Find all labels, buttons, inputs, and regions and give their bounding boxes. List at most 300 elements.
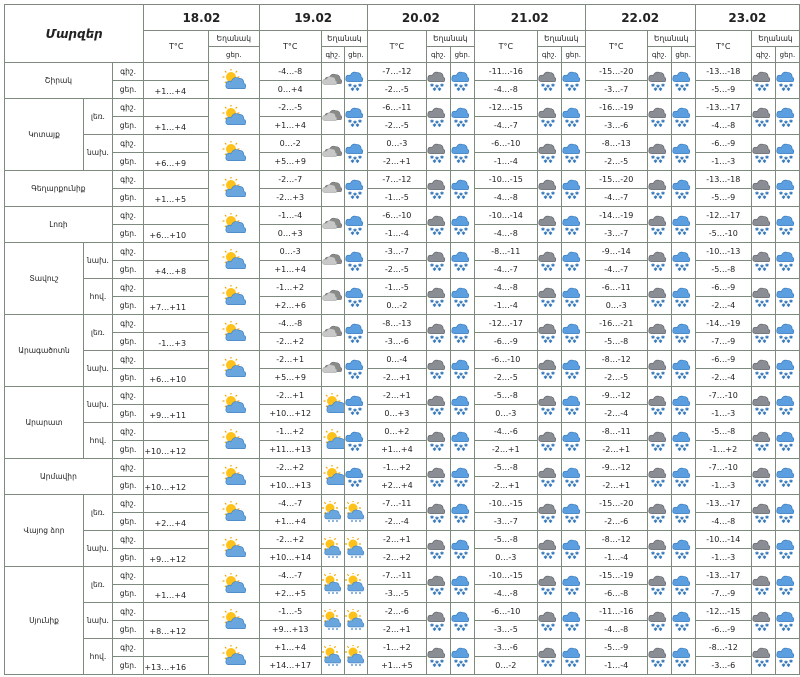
svg-text:✱: ✱ <box>784 623 789 630</box>
dark-snow-cloud-icon <box>751 423 775 459</box>
svg-text:✱: ✱ <box>570 83 575 90</box>
sun-cloud-icon <box>344 495 367 531</box>
svg-text:✱: ✱ <box>355 446 360 453</box>
svg-text:✱: ✱ <box>456 554 461 561</box>
svg-text:✱: ✱ <box>575 442 580 449</box>
date-header: 22.02 <box>585 5 695 31</box>
temperature-cell: +1…+4 <box>259 117 321 135</box>
svg-text:✱: ✱ <box>432 158 437 165</box>
temperature-cell <box>144 135 209 153</box>
svg-text:✱: ✱ <box>784 551 789 558</box>
snow-cloud-icon <box>561 459 585 495</box>
time-of-day: ցեր. <box>112 81 144 99</box>
temperature-cell: -4…-7 <box>474 117 537 135</box>
svg-text:✱: ✱ <box>786 374 792 381</box>
svg-text:✱: ✱ <box>456 590 461 597</box>
svg-text:✱: ✱ <box>760 551 765 558</box>
snow-cloud-icon <box>671 171 695 207</box>
svg-text:✱: ✱ <box>350 374 355 381</box>
svg-text:✱: ✱ <box>541 118 546 125</box>
temperature-cell: -2…+2 <box>259 459 321 477</box>
table-row <box>5 387 800 405</box>
svg-text:✱: ✱ <box>658 266 663 273</box>
temperature-cell: -7…-9 <box>695 333 751 351</box>
svg-text:✱: ✱ <box>765 442 770 449</box>
svg-text:✱: ✱ <box>546 119 551 126</box>
svg-text:✱: ✱ <box>760 119 765 126</box>
temperature-cell: -14…-19 <box>585 207 647 225</box>
svg-text:✱: ✱ <box>454 658 459 665</box>
svg-text:✱: ✱ <box>435 443 440 450</box>
svg-text:✱: ✱ <box>430 334 435 341</box>
cloud-icon <box>321 99 344 135</box>
svg-text:✱: ✱ <box>459 299 464 306</box>
svg-text:✱: ✱ <box>565 190 570 197</box>
temperature-cell: -14…-19 <box>695 315 751 333</box>
svg-text:✱: ✱ <box>456 518 461 525</box>
svg-text:✱: ✱ <box>762 590 767 597</box>
svg-text:✱: ✱ <box>789 118 794 125</box>
svg-text:✱: ✱ <box>461 446 466 453</box>
svg-text:✱: ✱ <box>765 154 770 161</box>
svg-text:✱: ✱ <box>661 334 666 341</box>
svg-text:✱: ✱ <box>760 227 765 234</box>
sun-behind-cloud-icon <box>209 135 259 171</box>
svg-text:✱: ✱ <box>789 82 794 89</box>
svg-text:✱: ✱ <box>565 586 570 593</box>
svg-text:✱: ✱ <box>675 298 680 305</box>
svg-text:✱: ✱ <box>685 82 690 89</box>
time-of-day: ցեր. <box>112 441 144 459</box>
svg-text:✱: ✱ <box>682 266 687 273</box>
snow-cloud-icon <box>671 315 695 351</box>
svg-text:✱: ✱ <box>437 266 442 273</box>
temperature-cell: -6…-8 <box>585 585 647 603</box>
svg-text:✱: ✱ <box>357 118 362 125</box>
svg-text:✱: ✱ <box>677 230 682 237</box>
temperature-cell: -6…-9 <box>695 135 751 153</box>
cloud-icon <box>321 351 344 387</box>
temperature-cell: -2…+1 <box>259 387 321 405</box>
svg-text:✱: ✱ <box>760 407 765 414</box>
region-name: Վայոց ձոր <box>5 495 84 567</box>
svg-text:✱: ✱ <box>461 302 466 309</box>
svg-text:✱: ✱ <box>685 370 690 377</box>
svg-text:✱: ✱ <box>454 334 459 341</box>
svg-text:✱: ✱ <box>781 230 787 237</box>
dark-snow-cloud-icon <box>647 207 671 243</box>
sun-behind-cloud-icon <box>321 459 344 495</box>
temperature-cell: -1…-4 <box>585 549 647 567</box>
svg-text:✱: ✱ <box>355 374 360 381</box>
temperature-cell: -4…-8 <box>585 621 647 639</box>
snow-cloud-icon <box>344 351 367 387</box>
svg-text:✱: ✱ <box>651 262 656 269</box>
svg-text:✱: ✱ <box>651 298 656 305</box>
svg-text:✱: ✱ <box>347 262 352 269</box>
time-of-day: գիշ. <box>112 531 144 549</box>
temperature-cell: -4…-7 <box>259 567 321 585</box>
temperature-cell <box>144 639 209 657</box>
dark-snow-cloud-icon <box>537 351 561 387</box>
svg-text:✱: ✱ <box>435 299 440 306</box>
svg-text:✱: ✱ <box>658 590 663 597</box>
svg-text:✱: ✱ <box>661 190 666 197</box>
svg-text:✱: ✱ <box>575 658 580 665</box>
svg-text:✱: ✱ <box>781 338 787 345</box>
svg-text:✱: ✱ <box>675 154 680 161</box>
dark-snow-cloud-icon <box>537 135 561 171</box>
svg-text:✱: ✱ <box>760 479 765 486</box>
dark-snow-cloud-icon <box>537 603 561 639</box>
time-of-day: գիշ. <box>112 99 144 117</box>
svg-text:✱: ✱ <box>546 515 551 522</box>
svg-text:✱: ✱ <box>543 338 548 345</box>
time-of-day: գիշ. <box>112 171 144 189</box>
subregion-label: նախ. <box>84 387 113 423</box>
dark-snow-cloud-icon <box>751 495 775 531</box>
dark-snow-cloud-icon <box>647 567 671 603</box>
svg-text:✱: ✱ <box>789 442 794 449</box>
weather-header: Եղանակ <box>751 31 799 47</box>
dark-snow-cloud-icon <box>426 171 450 207</box>
snow-cloud-icon <box>775 63 799 99</box>
sun-behind-cloud-icon <box>209 603 259 639</box>
temperature-cell: -5…-9 <box>695 81 751 99</box>
svg-text:✱: ✱ <box>680 587 685 594</box>
svg-text:✱: ✱ <box>546 227 551 234</box>
temperature-cell: -5…-10 <box>695 225 751 243</box>
svg-text:✱: ✱ <box>765 586 770 593</box>
svg-text:✱: ✱ <box>454 226 459 233</box>
subregion-label: նախ. <box>84 531 113 567</box>
svg-text:✱: ✱ <box>685 262 690 269</box>
time-of-day: ցեր. <box>112 333 144 351</box>
temperature-cell: +6…+10 <box>144 369 209 387</box>
svg-text:✱: ✱ <box>548 374 553 381</box>
temperature-cell: -1…-3 <box>695 405 751 423</box>
svg-text:✱: ✱ <box>541 514 546 521</box>
svg-text:✱: ✱ <box>786 590 792 597</box>
svg-text:✱: ✱ <box>352 119 357 126</box>
svg-text:✱: ✱ <box>357 478 362 485</box>
svg-text:✱: ✱ <box>357 262 362 269</box>
subregion-label: նախ. <box>84 603 113 639</box>
temperature-cell <box>144 531 209 549</box>
snow-cloud-icon <box>775 207 799 243</box>
svg-text:✱: ✱ <box>430 622 435 629</box>
svg-text:✱: ✱ <box>784 515 789 522</box>
svg-text:✱: ✱ <box>757 626 762 633</box>
table-row <box>5 63 800 81</box>
dark-snow-cloud-icon <box>647 99 671 135</box>
night-subheader: գիշ. <box>537 47 561 63</box>
svg-text:✱: ✱ <box>651 622 656 629</box>
svg-text:✱: ✱ <box>551 190 556 197</box>
svg-text:✱: ✱ <box>548 302 553 309</box>
svg-text:✱: ✱ <box>435 191 440 198</box>
svg-text:✱: ✱ <box>789 262 794 269</box>
svg-text:✱: ✱ <box>430 370 435 377</box>
svg-text:✱: ✱ <box>437 554 442 561</box>
svg-text:✱: ✱ <box>677 86 682 93</box>
cloud-icon <box>321 315 344 351</box>
svg-text:✱: ✱ <box>784 335 789 342</box>
svg-text:✱: ✱ <box>682 230 687 237</box>
svg-text:✱: ✱ <box>755 226 760 233</box>
sun-behind-cloud-icon <box>209 387 259 423</box>
svg-text:✱: ✱ <box>551 514 556 521</box>
svg-text:✱: ✱ <box>656 551 661 558</box>
snow-cloud-icon <box>561 639 585 675</box>
svg-text:✱: ✱ <box>570 119 575 126</box>
svg-text:✱: ✱ <box>651 226 656 233</box>
sun-behind-cloud-icon <box>209 315 259 351</box>
svg-text:✱: ✱ <box>546 83 551 90</box>
temperature-cell: -8…-11 <box>474 243 537 261</box>
svg-text:✱: ✱ <box>437 194 442 201</box>
svg-text:✱: ✱ <box>784 191 789 198</box>
svg-text:✱: ✱ <box>680 191 685 198</box>
svg-text:✱: ✱ <box>762 86 767 93</box>
svg-text:✱: ✱ <box>682 86 687 93</box>
temperature-cell: -6…-11 <box>585 279 647 297</box>
dark-snow-cloud-icon <box>426 603 450 639</box>
table-row <box>5 495 800 513</box>
svg-text:✱: ✱ <box>347 442 352 449</box>
svg-text:✱: ✱ <box>551 442 556 449</box>
svg-text:✱: ✱ <box>682 518 687 525</box>
svg-text:✱: ✱ <box>653 518 658 525</box>
svg-text:✱: ✱ <box>781 194 787 201</box>
time-of-day: ցեր. <box>112 657 144 675</box>
svg-text:✱: ✱ <box>760 587 765 594</box>
temperature-cell: -8…-12 <box>585 351 647 369</box>
svg-text:✱: ✱ <box>456 662 461 669</box>
svg-text:✱: ✱ <box>572 158 577 165</box>
temperature-cell: -1…-3 <box>695 477 751 495</box>
temperature-cell: -2…-5 <box>367 261 426 279</box>
svg-text:✱: ✱ <box>347 298 352 305</box>
dark-snow-cloud-icon <box>426 387 450 423</box>
svg-text:✱: ✱ <box>760 335 765 342</box>
dark-snow-cloud-icon <box>751 279 775 315</box>
temperature-cell: -2…+3 <box>259 189 321 207</box>
sun-behind-cloud-icon <box>209 639 259 675</box>
svg-text:✱: ✱ <box>546 371 551 378</box>
temperature-cell: -7…-12 <box>367 63 426 81</box>
svg-text:✱: ✱ <box>546 155 551 162</box>
svg-text:✱: ✱ <box>677 626 682 633</box>
svg-text:✱: ✱ <box>543 626 548 633</box>
svg-text:✱: ✱ <box>656 623 661 630</box>
svg-text:✱: ✱ <box>435 659 440 666</box>
svg-text:✱: ✱ <box>661 442 666 449</box>
svg-text:✱: ✱ <box>435 587 440 594</box>
svg-text:✱: ✱ <box>454 622 459 629</box>
table-row <box>5 567 800 585</box>
svg-text:✱: ✱ <box>355 302 360 309</box>
time-of-day: գիշ. <box>112 207 144 225</box>
temperature-cell: -4…-8 <box>474 81 537 99</box>
svg-text:✱: ✱ <box>656 371 661 378</box>
temperature-cell: -8…-13 <box>585 135 647 153</box>
snow-cloud-icon <box>450 603 474 639</box>
svg-text:✱: ✱ <box>675 406 680 413</box>
svg-text:✱: ✱ <box>459 551 464 558</box>
svg-text:✱: ✱ <box>432 446 437 453</box>
svg-text:✱: ✱ <box>440 118 445 125</box>
weather-header: Եղանակ <box>647 31 695 47</box>
temperature-cell: +2…+4 <box>144 513 209 531</box>
svg-text:✱: ✱ <box>435 83 440 90</box>
temperature-cell: -2…-5 <box>474 369 537 387</box>
snow-cloud-icon <box>561 279 585 315</box>
snow-cloud-icon <box>671 207 695 243</box>
sun-behind-cloud-icon <box>209 567 259 603</box>
temperature-cell: -16…-19 <box>585 99 647 117</box>
svg-text:✱: ✱ <box>675 334 680 341</box>
subregion-label: լեռ. <box>84 99 113 135</box>
dark-snow-cloud-icon <box>537 207 561 243</box>
temperature-cell: 0…-3 <box>585 297 647 315</box>
dark-snow-cloud-icon <box>751 603 775 639</box>
svg-text:✱: ✱ <box>757 122 762 129</box>
dark-snow-cloud-icon <box>751 315 775 351</box>
snow-cloud-icon <box>671 495 695 531</box>
snow-cloud-icon <box>561 243 585 279</box>
svg-text:✱: ✱ <box>459 515 464 522</box>
svg-text:✱: ✱ <box>567 266 572 273</box>
svg-text:✱: ✱ <box>680 83 685 90</box>
svg-text:✱: ✱ <box>658 482 663 489</box>
svg-text:✱: ✱ <box>541 190 546 197</box>
cloud-icon <box>321 279 344 315</box>
svg-text:✱: ✱ <box>658 338 663 345</box>
svg-text:✱: ✱ <box>680 227 685 234</box>
svg-text:✱: ✱ <box>459 83 464 90</box>
svg-text:✱: ✱ <box>675 226 680 233</box>
temperature-cell: -1…-4 <box>259 207 321 225</box>
sun-behind-cloud-icon <box>321 423 344 459</box>
dark-snow-cloud-icon <box>647 135 671 171</box>
svg-text:✱: ✱ <box>435 335 440 342</box>
svg-text:✱: ✱ <box>682 302 687 309</box>
svg-text:✱: ✱ <box>784 659 789 666</box>
svg-text:✱: ✱ <box>781 374 787 381</box>
temperature-cell: -4…-6 <box>474 423 537 441</box>
cloud-icon <box>321 207 344 243</box>
temperature-cell: -2…+1 <box>367 621 426 639</box>
temperature-cell: +9…+13 <box>259 621 321 639</box>
svg-text:✱: ✱ <box>656 335 661 342</box>
svg-text:✱: ✱ <box>357 190 362 197</box>
svg-text:✱: ✱ <box>546 263 551 270</box>
svg-text:✱: ✱ <box>651 118 656 125</box>
snow-cloud-icon <box>561 423 585 459</box>
svg-text:✱: ✱ <box>541 226 546 233</box>
time-of-day: գիշ. <box>112 495 144 513</box>
svg-text:✱: ✱ <box>682 554 687 561</box>
svg-text:✱: ✱ <box>570 551 575 558</box>
svg-text:✱: ✱ <box>755 658 760 665</box>
sun-behind-cloud-icon <box>321 387 344 423</box>
svg-text:✱: ✱ <box>786 446 792 453</box>
svg-text:✱: ✱ <box>658 86 663 93</box>
svg-text:✱: ✱ <box>459 371 464 378</box>
dark-snow-cloud-icon <box>647 315 671 351</box>
snow-cloud-icon <box>671 531 695 567</box>
svg-text:✱: ✱ <box>762 482 767 489</box>
svg-text:✱: ✱ <box>781 302 787 309</box>
svg-text:✱: ✱ <box>350 122 355 129</box>
svg-text:✱: ✱ <box>548 446 553 453</box>
svg-text:✱: ✱ <box>762 122 767 129</box>
temperature-cell: -2…-4 <box>367 513 426 531</box>
temperature-cell: -12…-15 <box>695 603 751 621</box>
table-row <box>5 639 800 657</box>
svg-text:✱: ✱ <box>565 370 570 377</box>
svg-text:✱: ✱ <box>675 118 680 125</box>
svg-text:✱: ✱ <box>352 263 357 270</box>
svg-text:✱: ✱ <box>760 515 765 522</box>
svg-text:✱: ✱ <box>789 514 794 521</box>
dark-snow-cloud-icon <box>751 531 775 567</box>
temperature-cell: 0…-3 <box>474 405 537 423</box>
svg-text:✱: ✱ <box>352 299 357 306</box>
svg-text:✱: ✱ <box>765 262 770 269</box>
dark-snow-cloud-icon <box>537 387 561 423</box>
svg-text:✱: ✱ <box>685 334 690 341</box>
temperature-cell: -11…-16 <box>474 63 537 81</box>
svg-text:✱: ✱ <box>437 446 442 453</box>
svg-text:✱: ✱ <box>543 374 548 381</box>
temperature-cell: -13…-17 <box>695 495 751 513</box>
svg-text:✱: ✱ <box>575 118 580 125</box>
svg-text:✱: ✱ <box>459 263 464 270</box>
svg-text:✱: ✱ <box>464 586 469 593</box>
svg-text:✱: ✱ <box>565 262 570 269</box>
sun-behind-cloud-icon <box>209 63 259 99</box>
svg-text:✱: ✱ <box>541 406 546 413</box>
temperature-cell: -6…-10 <box>474 351 537 369</box>
time-of-day: ցեր. <box>112 297 144 315</box>
sun-cloud-icon <box>344 567 367 603</box>
svg-text:✱: ✱ <box>757 266 762 273</box>
sun-cloud-icon <box>344 639 367 675</box>
svg-text:✱: ✱ <box>355 158 360 165</box>
svg-text:✱: ✱ <box>565 334 570 341</box>
svg-text:✱: ✱ <box>430 586 435 593</box>
snow-cloud-icon <box>561 63 585 99</box>
svg-text:✱: ✱ <box>653 158 658 165</box>
svg-text:✱: ✱ <box>680 623 685 630</box>
temperature-cell <box>144 603 209 621</box>
svg-text:✱: ✱ <box>570 191 575 198</box>
svg-text:✱: ✱ <box>456 446 461 453</box>
snow-cloud-icon <box>344 423 367 459</box>
temperature-cell: -4…-8 <box>474 225 537 243</box>
svg-text:✱: ✱ <box>762 230 767 237</box>
svg-text:✱: ✱ <box>543 482 548 489</box>
temperature-cell: -5…-8 <box>695 261 751 279</box>
dark-snow-cloud-icon <box>426 351 450 387</box>
temperature-cell: -1…+3 <box>144 333 209 351</box>
time-of-day: ցեր. <box>112 585 144 603</box>
temperature-cell <box>144 387 209 405</box>
svg-text:✱: ✱ <box>551 370 556 377</box>
temperature-header: T°C <box>695 31 751 63</box>
